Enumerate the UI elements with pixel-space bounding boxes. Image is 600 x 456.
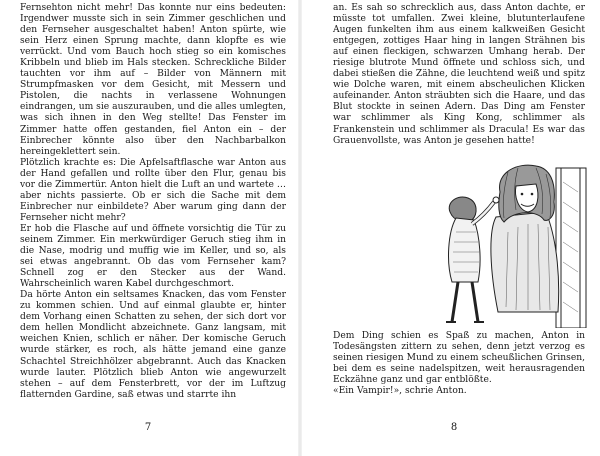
paragraph: Plötzlich krachte es: Die Apfelsaftflasche war Anton aus der Hand gefallen und rollte über den Flur, genau bis vor die Zimmertür. Anton hielt die Luft an und wartete … aber nichts passierte. Ob er sich die Sache mit dem Einbrecher nur einbildete? Aber warum ging dann der Fernseher nicht mehr? (20, 157, 286, 223)
paragraph: Da hörte Anton ein seltsames Knacken, das vom Fenster zu kommen schien. Und auf einmal glaubte er, hinter dem Vorhang einen Schatten zu sehen, der sich dort vor dem hellen Mondlicht abzeichnete. Ganz langsam, mit weichen Knien, schlich er näher. Der komische Geruch wurde stärker, es roch, als hätte jemand eine ganze Schachtel Streichhölzer abgebrannt. Auch das Knacken wurde lauter. Plötzlich blieb Anton wie angewurzelt stehen – auf dem Fensterbrett, vor der im Luftzug flatternden Gardine, saß etwas und starrte ihn (20, 290, 286, 400)
paragraph: Dem Ding schien es Spaß zu machen, Anton in Todesängsten zittern zu sehen, denn jetzt verzog es seinen riesigen Mund zu einem scheußlichen Grinsen, bei dem es seine nadelspitzen, weit herausragenden Eckzähne ganz und gar entblößte. (333, 331, 585, 386)
boy-and-vampire-illustration-icon (418, 162, 590, 328)
paragraph: Er hob die Flasche auf und öffnete vorsichtig die Tür zu seinem Zimmer. Ein merkwürdiger Geruch stieg ihm in die Nase, modrig und muffig wie im Keller, und so, als sei etwas angebrannt. Ob das vom Fernseher kam? Schnell zog er den Stecker aus der Wand. Wahrscheinlich waren Kabel durchgeschmort. (20, 223, 286, 290)
page-number-right: 8 (450, 422, 458, 433)
page-number-left: 7 (144, 422, 152, 433)
paragraph: «Ein Vampir!», schrie Anton. (333, 386, 467, 397)
right-page (300, 0, 600, 456)
left-page-text (20, 3, 286, 401)
paragraph: Fernsehton nicht mehr! Das konnte nur eins bedeuten: Irgendwer musste sich in sein Zimmer geschlichen und den Fernseher ausgeschaltet haben! Anton spürte, wie sein Herz einen Sprung machte, dann klopfte es wie verrückt. Und vom Bauch hoch stieg so ein komisches Kribbeln und blieb im Hals stecken. Schreckliche Bilder tauchten vor ihm auf – Bilder von Männern mit Strumpfmasken vor dem Gesicht, mit Messern und Pistolen, die nachts in verlassene Wohnungen eindrangen, um sie auszurauben, und die alles umlegten, was sich ihnen in den Weg stellte! Das Fenster im Zimmer hatte offen gestanden, fiel Anton ein – der Einbrecher könnte also über den Nachbarbalkon hereingeklettert sein. (20, 3, 286, 157)
paragraph: an. Es sah so schrecklich aus, dass Anton dachte, er müsste tot umfallen. Zwei kleine, blutunterlaufene Augen funkelten ihm aus einem kalkweißen Gesicht entgegen, zottiges Haar hing in langen Strähnen bis auf einen fleckigen, schwarzen Umhang herab. Der riesige blutrote Mund öffnete und schloss sich, und dabei stießen die Zähne, die leuchtend weiß und spitz wie Dolche waren, mit einem abscheulichen Klicken aufeinander. Anton sträubten sich die Haare, und das Blut stockte in seinen Adern. Das Ding am Fenster war schlimmer als King Kong, schlimmer als Frankenstein und schlimmer als Dracula! Es war das Grauenvollste, was Anton je gesehen hatte! (333, 3, 585, 146)
right-page-top-text (333, 3, 585, 147)
right-page-bottom-text (333, 331, 585, 397)
